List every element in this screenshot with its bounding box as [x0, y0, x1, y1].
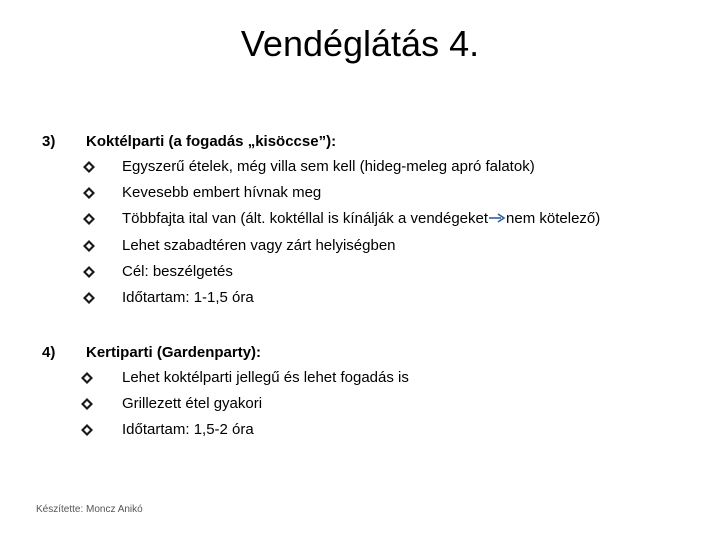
list-item: [0, 182, 720, 208]
list-item-text-with-arrow: [122, 208, 600, 230]
list-item: [0, 367, 720, 393]
diamond-bullet-icon: [82, 186, 96, 200]
list-item-text: Lehet koktélparti jellegű és lehet fogadás is: [122, 369, 409, 386]
diamond-bullet-icon: [82, 239, 96, 253]
list-item-text: Időtartam: 1-1,5 óra: [122, 288, 254, 306]
diamond-bullet-icon: [82, 160, 96, 174]
list-item: [0, 208, 720, 234]
list-item: [0, 393, 720, 419]
bullet-list: [0, 156, 720, 313]
diamond-bullet-icon: [80, 371, 94, 385]
list-item-text: Kevesebb embert hívnak meg: [122, 184, 322, 202]
list-item-text: Időtartam: 1,5-2 óra: [122, 421, 254, 439]
list-item-text: Cél: beszélgetés: [122, 262, 233, 280]
right-arrow-icon: [488, 212, 506, 224]
list-item: [0, 261, 720, 287]
list-item: [0, 287, 720, 313]
diamond-bullet-icon: [82, 212, 96, 226]
section-heading: Koktélparti (a fogadás „kisöccse”):: [86, 133, 337, 150]
diamond-bullet-icon: [82, 291, 96, 305]
list-item: [0, 156, 720, 182]
page-title: Vendéglátás 4.: [240, 23, 480, 64]
section-heading: Kertiparti (Gardenparty):: [86, 344, 262, 361]
list-item-text: Többfajta ital van (ált. koktéllal is kínálják a vendégeket: [122, 210, 489, 228]
diamond-bullet-icon: [82, 265, 96, 279]
list-item: [0, 235, 720, 261]
list-item-text: Grillezett étel gyakori: [122, 395, 263, 413]
list-item-text: Lehet szabadtéren vagy zárt helyiségben: [122, 236, 396, 254]
diamond-bullet-icon: [80, 397, 94, 411]
list-item-text-suffix: nem kötelező): [506, 210, 601, 228]
section-number: 4): [42, 344, 56, 361]
diamond-bullet-icon: [80, 423, 94, 437]
list-item: [0, 419, 720, 445]
footer-author: Készítette: Moncz Anikó: [36, 504, 143, 515]
list-item-text: Egyszerű ételek, még villa sem kell (hideg-meleg apró falatok): [122, 158, 535, 175]
bullet-list: [0, 367, 720, 446]
section-number: 3): [42, 133, 56, 150]
